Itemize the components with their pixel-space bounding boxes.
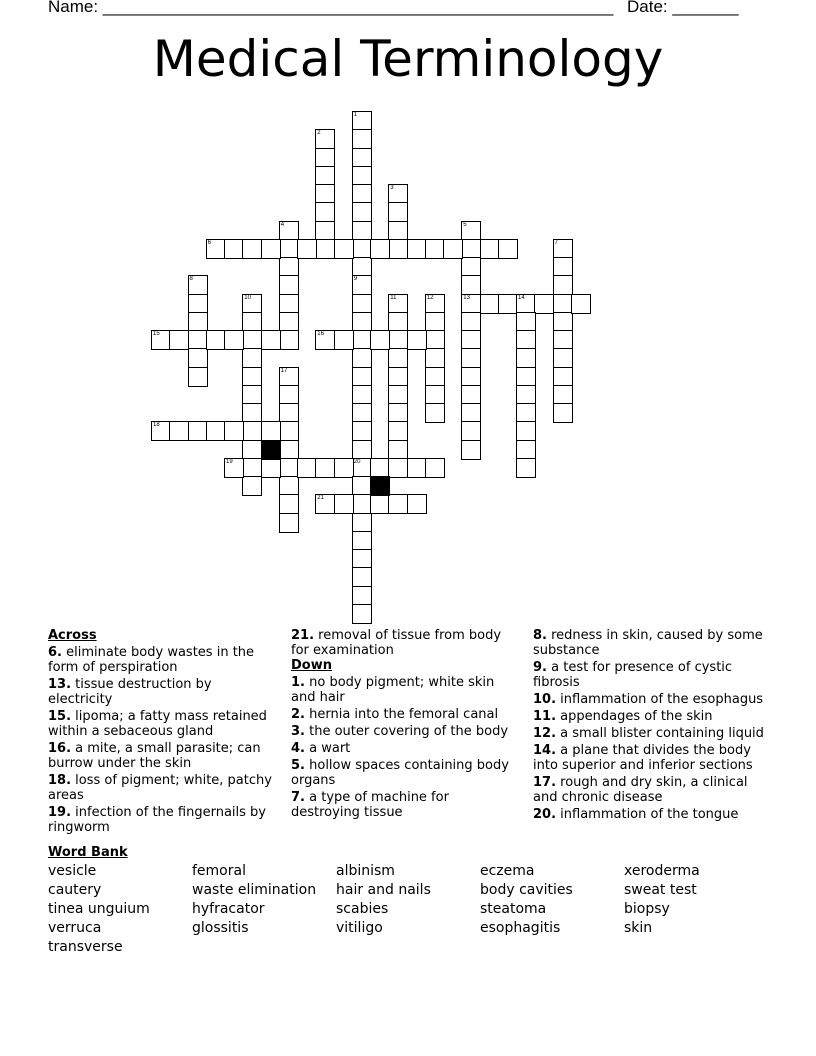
crossword-cell[interactable] bbox=[188, 367, 208, 387]
clue-down-20: 20. inflammation of the tongue bbox=[533, 807, 739, 822]
word-bank-item: scabies bbox=[336, 901, 389, 917]
crossword-cell[interactable] bbox=[425, 330, 445, 350]
clue-across-6: 6. eliminate body wastes in the form of perspiration bbox=[48, 645, 255, 675]
crossword-cell[interactable] bbox=[425, 294, 445, 314]
clue-down-14: 14. a plane that divides the body into superior and inferior sections bbox=[533, 743, 753, 773]
crossword-cell[interactable] bbox=[279, 494, 299, 514]
crossword-cell[interactable] bbox=[315, 494, 335, 514]
clue-down-11: 11. appendages of the skin bbox=[533, 709, 713, 724]
clue-across-21: 21. removal of tissue from body for examination bbox=[291, 628, 502, 658]
crossword-cell[interactable] bbox=[516, 440, 536, 460]
crossword-cell[interactable] bbox=[516, 330, 536, 350]
crossword-cell[interactable] bbox=[352, 513, 372, 533]
clue-number: 14 bbox=[518, 294, 525, 301]
crossword-cell[interactable] bbox=[352, 184, 372, 204]
crossword-cell[interactable] bbox=[151, 330, 171, 350]
crossword-cell[interactable] bbox=[242, 421, 262, 441]
crossword-cell[interactable] bbox=[352, 348, 372, 368]
crossword-cell[interactable] bbox=[334, 239, 354, 259]
crossword-cell[interactable] bbox=[388, 385, 408, 405]
clue-number: 21 bbox=[317, 495, 324, 502]
crossword-cell[interactable] bbox=[279, 312, 299, 332]
crossword-cell[interactable] bbox=[516, 294, 536, 314]
crossword-cell[interactable] bbox=[461, 440, 481, 460]
word-bank-item: hyfracator bbox=[192, 901, 265, 917]
clue-number: 15 bbox=[153, 331, 160, 337]
crossword-cell[interactable] bbox=[188, 294, 208, 314]
crossword-cell[interactable] bbox=[352, 294, 372, 314]
crossword-cell[interactable] bbox=[242, 312, 262, 332]
crossword-cell[interactable] bbox=[553, 275, 573, 295]
crossword-cell[interactable] bbox=[224, 239, 244, 259]
word-bank-column-3 bbox=[336, 862, 431, 938]
crossword-cell[interactable] bbox=[553, 294, 573, 314]
clue-down-9: 9. a test for presence of cystic fibrosis bbox=[533, 660, 733, 690]
crossword-cell[interactable] bbox=[407, 494, 427, 514]
crossword-cell[interactable] bbox=[188, 312, 208, 332]
crossword-cell[interactable] bbox=[388, 312, 408, 332]
word-bank-item: transverse bbox=[48, 939, 123, 955]
clue-number: 10 bbox=[244, 294, 251, 301]
clue-down-17: 17. rough and dry skin, a clinical and chronic disease bbox=[533, 775, 748, 805]
crossword-cell[interactable] bbox=[352, 476, 372, 496]
crossword-cell[interactable] bbox=[480, 294, 500, 314]
crossword-cell[interactable] bbox=[407, 330, 427, 350]
crossword-cell[interactable] bbox=[461, 239, 481, 259]
crossword-cell[interactable] bbox=[352, 586, 372, 606]
crossword-cell[interactable] bbox=[352, 403, 372, 423]
crossword-cell[interactable] bbox=[279, 275, 299, 295]
crossword-cell[interactable] bbox=[352, 330, 372, 350]
crossword-cell[interactable] bbox=[315, 129, 335, 149]
clue-down-7: 7. a type of machine for destroying tissue bbox=[291, 790, 449, 820]
crossword-cell[interactable] bbox=[370, 239, 390, 259]
crossword-cell[interactable] bbox=[352, 202, 372, 222]
crossword-cell[interactable] bbox=[516, 458, 536, 478]
crossword-cell[interactable] bbox=[425, 312, 445, 332]
word-bank-column-1 bbox=[48, 862, 150, 957]
crossword-cell[interactable] bbox=[516, 421, 536, 441]
crossword-cell[interactable] bbox=[279, 476, 299, 496]
clue-number: 19 bbox=[226, 458, 233, 465]
crossword-cell[interactable] bbox=[407, 239, 427, 259]
crossword-cell[interactable] bbox=[315, 148, 335, 168]
crossword-cell[interactable] bbox=[242, 440, 262, 460]
crossword-cell[interactable] bbox=[553, 403, 573, 423]
crossword-cell[interactable] bbox=[461, 421, 481, 441]
word-bank-item: eczema bbox=[480, 863, 535, 879]
crossword-cell[interactable] bbox=[352, 111, 372, 131]
crossword-cell[interactable] bbox=[151, 421, 171, 441]
clue-down-2: 2. hernia into the femoral canal bbox=[291, 707, 499, 722]
crossword-cell[interactable] bbox=[206, 330, 226, 350]
crossword-cell[interactable] bbox=[224, 330, 244, 350]
crossword-cell[interactable] bbox=[425, 403, 445, 423]
down-heading: Down bbox=[291, 658, 332, 673]
crossword-cell[interactable] bbox=[534, 294, 554, 314]
crossword-cell[interactable] bbox=[498, 239, 518, 259]
crossword-cell[interactable] bbox=[242, 385, 262, 405]
crossword-cell[interactable] bbox=[315, 166, 335, 186]
crossword-cell[interactable] bbox=[388, 202, 408, 222]
crossword-cell[interactable] bbox=[352, 221, 372, 241]
clue-number: 6 bbox=[207, 239, 212, 246]
crossword-cell[interactable] bbox=[553, 312, 573, 332]
crossword-cell[interactable] bbox=[279, 330, 299, 350]
crossword-cell[interactable] bbox=[315, 239, 335, 259]
clue-number: 16 bbox=[317, 331, 324, 337]
clue-number: 12 bbox=[426, 294, 434, 301]
crossword-cell[interactable] bbox=[352, 257, 372, 277]
clue-across-18: 18. loss of pigment; white, patchy areas bbox=[48, 773, 272, 803]
crossword-cell[interactable] bbox=[388, 421, 408, 441]
crossword-cell[interactable] bbox=[279, 367, 299, 387]
crossword-cell[interactable] bbox=[352, 549, 372, 569]
crossword-cell[interactable] bbox=[352, 312, 372, 332]
crossword-cell[interactable] bbox=[242, 458, 262, 478]
crossword-cell[interactable] bbox=[188, 348, 208, 368]
crossword-cell[interactable] bbox=[425, 385, 445, 405]
crossword-cell[interactable] bbox=[352, 567, 372, 587]
clue-down-12: 12. a small blister containing liquid bbox=[533, 726, 764, 741]
clue-across-15: 15. lipoma; a fatty mass retained within a sebaceous gland bbox=[48, 709, 267, 739]
crossword-cell[interactable] bbox=[279, 385, 299, 405]
clue-number: 11 bbox=[390, 294, 397, 301]
crossword-cell[interactable] bbox=[279, 513, 299, 533]
crossword-cell[interactable] bbox=[261, 330, 281, 350]
clue-number: 3 bbox=[390, 185, 394, 191]
crossword-cell[interactable] bbox=[279, 403, 299, 423]
crossword-cell[interactable] bbox=[480, 239, 500, 259]
crossword-cell[interactable] bbox=[242, 348, 262, 368]
date-field-label: Date: _______ bbox=[627, 0, 739, 16]
crossword-cell[interactable] bbox=[388, 367, 408, 387]
crossword-cell[interactable] bbox=[388, 239, 408, 259]
crossword-cell[interactable] bbox=[279, 440, 299, 460]
crossword-cell[interactable] bbox=[242, 294, 262, 314]
crossword-cell[interactable] bbox=[261, 458, 281, 478]
crossword-cell[interactable] bbox=[352, 604, 372, 624]
crossword-cell[interactable] bbox=[297, 458, 317, 478]
clue-across-13: 13. tissue destruction by electricity bbox=[48, 677, 212, 707]
word-bank-item: xeroderma bbox=[624, 863, 700, 879]
word-bank-item: albinism bbox=[336, 863, 395, 879]
crossword-cell[interactable] bbox=[553, 367, 573, 387]
crossword-cell[interactable] bbox=[516, 385, 536, 405]
crossword-cell[interactable] bbox=[261, 421, 281, 441]
name-field-label: Name: ______________________________________________________ bbox=[48, 0, 614, 16]
word-bank-item: glossitis bbox=[192, 920, 249, 936]
word-bank-item: waste elimination bbox=[192, 882, 317, 898]
crossword-cell[interactable] bbox=[352, 385, 372, 405]
crossword-cell[interactable] bbox=[242, 367, 262, 387]
crossword-cell[interactable] bbox=[352, 367, 372, 387]
clues-column-1 bbox=[48, 628, 273, 835]
clue-down-10: 10. inflammation of the esophagus bbox=[533, 692, 764, 707]
crossword-cell[interactable] bbox=[224, 421, 244, 441]
crossword-cell[interactable] bbox=[516, 367, 536, 387]
crossword-cell[interactable] bbox=[461, 312, 481, 332]
crossword-cell[interactable] bbox=[352, 239, 372, 259]
crossword-cell[interactable] bbox=[370, 330, 390, 350]
crossword-cell[interactable] bbox=[461, 257, 481, 277]
clue-down-3: 3. the outer covering of the body bbox=[291, 724, 509, 739]
crossword-cell[interactable] bbox=[297, 239, 317, 259]
clue-number: 8 bbox=[189, 276, 193, 283]
crossword-cell[interactable] bbox=[279, 257, 299, 277]
crossword-cell[interactable] bbox=[571, 294, 591, 314]
crossword-cell[interactable] bbox=[279, 421, 299, 441]
page-title: Medical Terminology bbox=[152, 30, 664, 88]
clue-number: 20 bbox=[353, 458, 361, 465]
crossword-cell[interactable] bbox=[279, 221, 299, 241]
word-bank-item: femoral bbox=[192, 863, 246, 879]
clues-column-2 bbox=[291, 628, 516, 820]
crossword-cell[interactable] bbox=[388, 494, 408, 514]
word-bank-item: verruca bbox=[48, 920, 102, 936]
crossword-cell[interactable] bbox=[388, 184, 408, 204]
word-bank-item: cautery bbox=[48, 882, 102, 898]
clue-number: 18 bbox=[153, 422, 160, 429]
crossword-cell[interactable] bbox=[516, 403, 536, 423]
clue-number: 5 bbox=[463, 221, 467, 228]
clue-down-1: 1. no body pigment; white skin and hair bbox=[291, 675, 495, 705]
crossword-cell[interactable] bbox=[461, 330, 481, 350]
crossword-cell[interactable] bbox=[315, 458, 335, 478]
word-bank-item: skin bbox=[624, 920, 653, 936]
crossword-cell[interactable] bbox=[352, 421, 372, 441]
crossword-cell[interactable] bbox=[461, 367, 481, 387]
crossword-cell[interactable] bbox=[242, 330, 262, 350]
clue-down-8: 8. redness in skin, caused by some substance bbox=[533, 628, 763, 658]
crossword-cell[interactable] bbox=[461, 403, 481, 423]
crossword-cell[interactable] bbox=[334, 458, 354, 478]
crossword-cell[interactable] bbox=[352, 531, 372, 551]
crossword-block bbox=[261, 440, 281, 460]
crossword-cell[interactable] bbox=[388, 221, 408, 241]
crossword-cell[interactable] bbox=[388, 348, 408, 368]
crossword-cell[interactable] bbox=[224, 458, 244, 478]
crossword-cell[interactable] bbox=[461, 221, 481, 241]
crossword-cell[interactable] bbox=[516, 312, 536, 332]
crossword-cell[interactable] bbox=[334, 330, 354, 350]
clue-number: 4 bbox=[280, 221, 285, 228]
word-bank-item: tinea unguium bbox=[48, 901, 150, 917]
crossword-cell[interactable] bbox=[553, 330, 573, 350]
crossword-cell[interactable] bbox=[188, 421, 208, 441]
crossword-cell[interactable] bbox=[188, 330, 208, 350]
clue-across-16: 16. a mite, a small parasite; can burrow under the skin bbox=[48, 741, 261, 771]
word-bank-heading: Word Bank bbox=[48, 845, 128, 860]
crossword-cell[interactable] bbox=[388, 294, 408, 314]
crossword-cell[interactable] bbox=[315, 221, 335, 241]
crossword-cell[interactable] bbox=[188, 275, 208, 295]
crossword-cell[interactable] bbox=[315, 202, 335, 222]
crossword-cell[interactable] bbox=[242, 239, 262, 259]
clue-down-4: 4. a wart bbox=[291, 741, 351, 756]
crossword-cell[interactable] bbox=[206, 421, 226, 441]
crossword-cell[interactable] bbox=[352, 129, 372, 149]
word-bank-item: hair and nails bbox=[336, 882, 431, 898]
crossword-cell[interactable] bbox=[352, 458, 372, 478]
crossword-cell[interactable] bbox=[425, 458, 445, 478]
crossword-cell[interactable] bbox=[461, 275, 481, 295]
crossword-cell[interactable] bbox=[498, 294, 518, 314]
crossword-cell[interactable] bbox=[169, 330, 189, 350]
word-bank-item: vitiligo bbox=[336, 920, 383, 936]
crossword-cell[interactable] bbox=[206, 239, 226, 259]
crossword-cell[interactable] bbox=[388, 458, 408, 478]
crossword-cell[interactable] bbox=[352, 148, 372, 168]
word-bank-item: esophagitis bbox=[480, 920, 561, 936]
crossword-cell[interactable] bbox=[279, 294, 299, 314]
crossword-cell[interactable] bbox=[388, 330, 408, 350]
clue-number: 9 bbox=[353, 276, 358, 283]
word-bank-column-4 bbox=[480, 862, 573, 938]
word-bank-item: body cavities bbox=[480, 882, 573, 898]
clue-number: 17 bbox=[280, 367, 288, 374]
crossword-cell[interactable] bbox=[461, 294, 481, 314]
crossword-cell[interactable] bbox=[315, 184, 335, 204]
crossword-cell[interactable] bbox=[461, 348, 481, 368]
crossword-cell[interactable] bbox=[461, 385, 481, 405]
crossword-cell[interactable] bbox=[370, 458, 390, 478]
crossword-cell[interactable] bbox=[407, 458, 427, 478]
clue-number: 1 bbox=[353, 112, 358, 118]
crossword-cell[interactable] bbox=[553, 239, 573, 259]
clue-number: 13 bbox=[463, 294, 470, 301]
crossword-cell[interactable] bbox=[370, 494, 390, 514]
crossword-cell[interactable] bbox=[334, 494, 354, 514]
crossword-cell[interactable] bbox=[242, 476, 262, 496]
crossword-block bbox=[370, 476, 390, 496]
crossword-cell[interactable] bbox=[352, 166, 372, 186]
crossword-cell[interactable] bbox=[425, 348, 445, 368]
word-bank-item: biopsy bbox=[624, 901, 670, 917]
crossword-cell[interactable] bbox=[516, 348, 536, 368]
across-heading: Across bbox=[48, 628, 97, 643]
crossword-cell[interactable] bbox=[388, 440, 408, 460]
crossword-cell[interactable] bbox=[553, 385, 573, 405]
clue-number: 7 bbox=[554, 239, 558, 246]
crossword-cell[interactable] bbox=[388, 403, 408, 423]
crossword-cell[interactable] bbox=[315, 330, 335, 350]
word-bank-column-2 bbox=[192, 862, 316, 938]
crossword-cell[interactable] bbox=[279, 239, 299, 259]
clue-down-5: 5. hollow spaces containing body organs bbox=[291, 758, 509, 788]
clue-across-19: 19. infection of the fingernails by ringworm bbox=[48, 805, 266, 835]
crossword-cell[interactable] bbox=[443, 239, 463, 259]
crossword-cell[interactable] bbox=[352, 275, 372, 295]
word-bank-item: vesicle bbox=[48, 863, 97, 879]
crossword-cell[interactable] bbox=[352, 494, 372, 514]
crossword-cell[interactable] bbox=[169, 421, 189, 441]
word-bank-column-5 bbox=[624, 862, 700, 938]
crossword-cell[interactable] bbox=[279, 458, 299, 478]
crossword-cell[interactable] bbox=[242, 403, 262, 423]
crossword-cell[interactable] bbox=[352, 440, 372, 460]
clue-number: 2 bbox=[317, 130, 321, 137]
crossword-cell[interactable] bbox=[425, 239, 445, 259]
clues-column-3 bbox=[533, 628, 773, 822]
word-bank-item: steatoma bbox=[480, 901, 547, 917]
crossword-cell[interactable] bbox=[553, 348, 573, 368]
crossword-cell[interactable] bbox=[425, 367, 445, 387]
crossword-cell[interactable] bbox=[553, 257, 573, 277]
crossword-cell[interactable] bbox=[261, 239, 281, 259]
word-bank-item: sweat test bbox=[624, 882, 697, 898]
